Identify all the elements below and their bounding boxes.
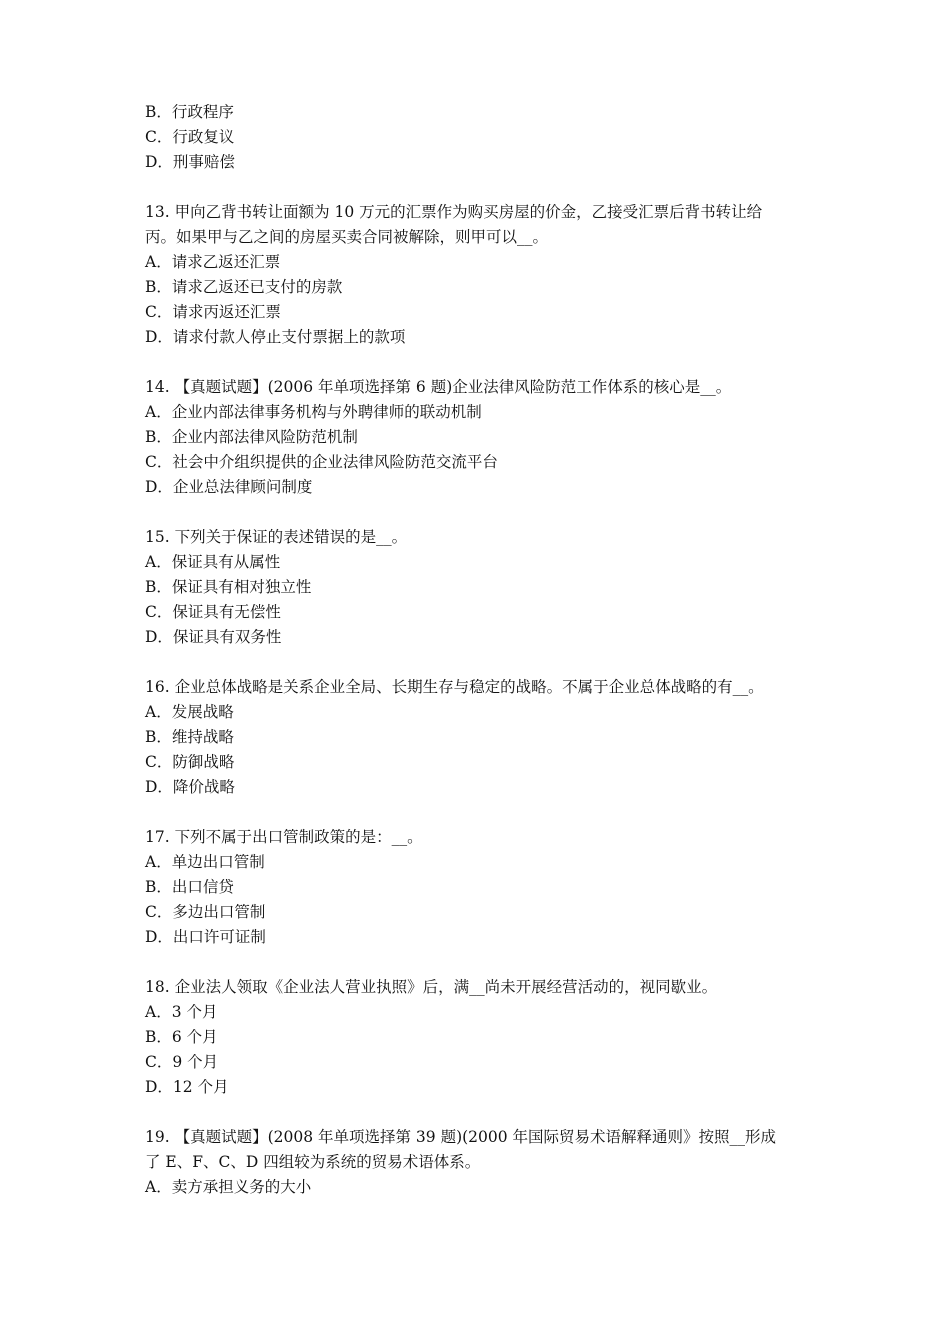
text-line: A．企业内部法律事务机构与外聘律师的联动机制 [145,403,482,421]
text-line: D．刑事赔偿 [145,153,235,171]
paragraph-gap [145,1100,825,1125]
text-line: 19. 【真题试题】(2008 年单项选择第 39 题)(2000 年国际贸易术语解释通则》按照__形成 [145,1128,777,1146]
paragraph-gap [145,950,825,975]
text-line: 15. 下列关于保证的表述错误的是__。 [145,528,408,546]
text-line: 17. 下列不属于出口管制政策的是：__。 [145,828,423,846]
text-line: B．6 个月 [145,1028,218,1046]
text-line: A．保证具有从属性 [145,553,281,571]
text-line: 16. 企业总体战略是关系企业全局、长期生存与稳定的战略。不属于企业总体战略的有__。 [145,678,764,696]
text-line: B．保证具有相对独立性 [145,578,312,596]
text-line: D．出口许可证制 [145,928,266,946]
text-line: C．防御战略 [145,753,235,771]
paragraph-gap [145,175,825,200]
text-line: 14. 【真题试题】(2006 年单项选择第 6 题)企业法律风险防范工作体系的核心是__。 [145,378,732,396]
text-line: 13. 甲向乙背书转让面额为 10 万元的汇票作为购买房屋的价金，乙接受汇票后背书转让给 [145,203,763,221]
text-line: A．单边出口管制 [145,853,265,871]
text-line: 18. 企业法人领取《企业法人营业执照》后，满__尚未开展经营活动的，视同歇业。 [145,978,718,996]
text-line: A．发展战略 [145,703,234,721]
text-line: B．请求乙返还已支付的房款 [145,278,343,296]
text-line: D．请求付款人停止支付票据上的款项 [145,328,406,346]
text-line: 了 E、F、C、D 四组较为系统的贸易术语体系。 [145,1153,481,1171]
text-line: A．卖方承担义务的大小 [145,1178,312,1196]
document-body [145,100,825,1200]
text-line: C．社会中介组织提供的企业法律风险防范交流平台 [145,453,498,471]
paragraph-gap [145,650,825,675]
text-line: C．请求丙返还汇票 [145,303,281,321]
paragraph-gap [145,800,825,825]
text-line: A．请求乙返还汇票 [145,253,281,271]
text-line: B．企业内部法律风险防范机制 [145,428,358,446]
text-line: C．行政复议 [145,128,235,146]
text-line: D．降价战略 [145,778,235,796]
text-line: 丙。如果甲与乙之间的房屋买卖合同被解除，则甲可以__。 [145,228,549,246]
text-line: B．行政程序 [145,103,234,121]
text-line: D．保证具有双务性 [145,628,282,646]
text-line: B．出口信贷 [145,878,234,896]
text-line: B．维持战略 [145,728,234,746]
text-line: D．12 个月 [145,1078,229,1096]
paragraph-gap [145,500,825,525]
text-line: C．多边出口管制 [145,903,266,921]
text-line: C．保证具有无偿性 [145,603,281,621]
paragraph-gap [145,350,825,375]
text-line: A．3 个月 [145,1003,218,1021]
text-line: D．企业总法律顾问制度 [145,478,313,496]
text-line: C．9 个月 [145,1053,219,1071]
